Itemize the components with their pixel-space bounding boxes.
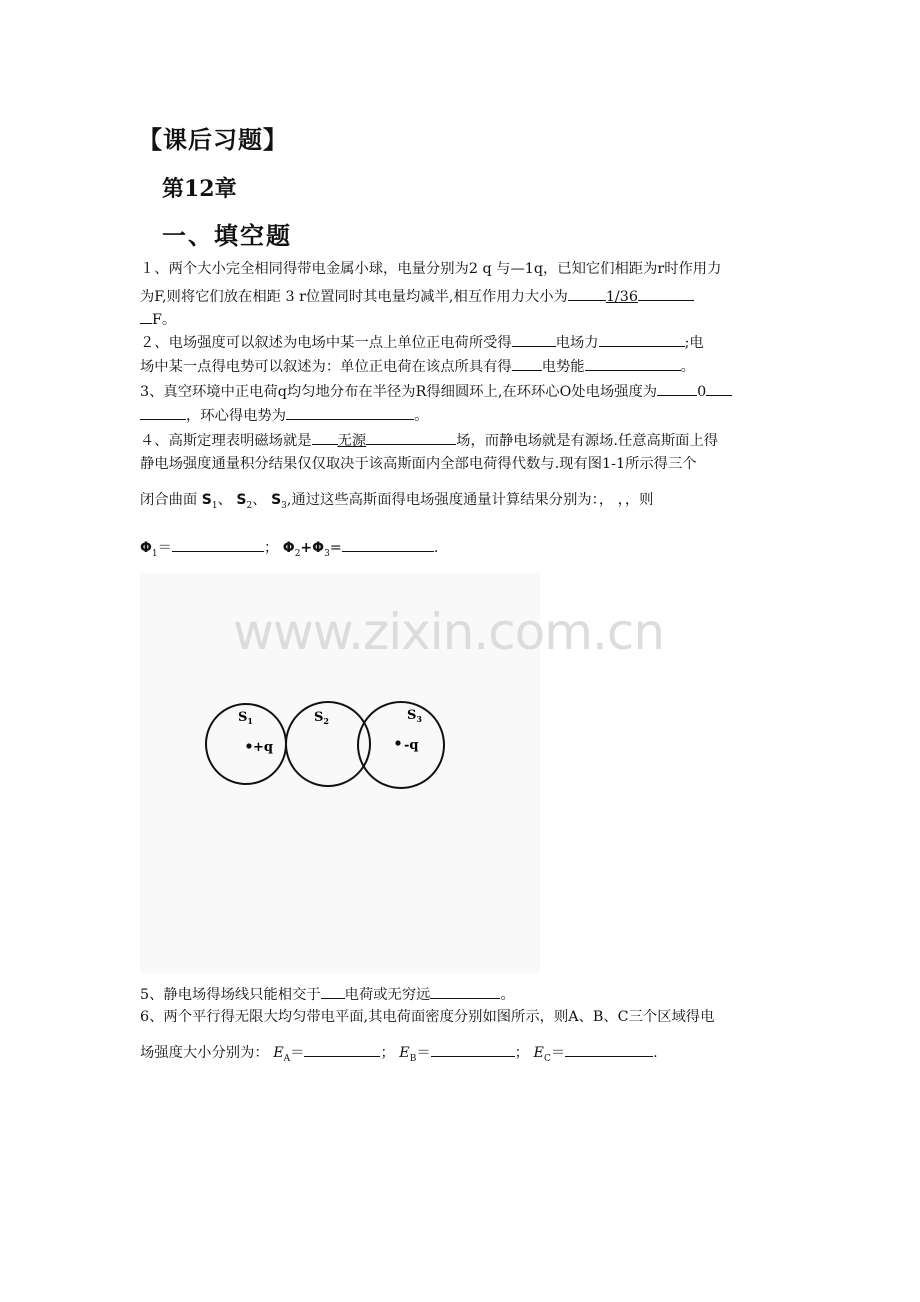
semicolon: ； (514, 1045, 529, 1061)
chapter-heading: 第12章 (162, 176, 237, 202)
equals: = (329, 540, 342, 556)
section-heading: 一、填空题 (162, 221, 292, 250)
q2-answer-2: 电势能 (541, 359, 585, 375)
q2-line-1 (140, 331, 704, 353)
field-sub-b: B (409, 1053, 417, 1064)
semicolon: ； (380, 1045, 395, 1061)
field-sub-a: A (283, 1053, 291, 1064)
q1-text: １、两个大小完全相同得带电金属小球，电量分别为2 q 与—1q，已知它们相距为r时作用力 (140, 261, 722, 277)
phi1-blank (172, 536, 264, 552)
q3-blank-1 (657, 380, 697, 396)
surface-s2-label: S (236, 492, 247, 508)
q1-answer: 1/36 (605, 289, 638, 305)
phi-sub-1: 1 (151, 548, 158, 559)
q2-line-2 (140, 355, 695, 377)
period: . (433, 540, 439, 556)
q3-text-2: ，环心得电势为 (186, 408, 287, 424)
s1-label: $S_1$ (238, 710, 253, 726)
phi-symbol: Φ (282, 540, 295, 556)
q2-blank-2 (599, 331, 685, 347)
q1-line-1 (140, 259, 721, 279)
plus: + (300, 540, 313, 556)
semicolon: ； (263, 540, 279, 556)
q4-text-3: 闭合曲面 (140, 492, 198, 508)
q1-blank-post (638, 285, 694, 301)
q3-blank-4 (286, 404, 414, 420)
q1-line-3 (140, 308, 176, 330)
q2-blank-3 (512, 355, 542, 371)
ec-blank (565, 1041, 653, 1057)
phi-symbol: Φ (312, 540, 325, 556)
q6-text: 6、两个平行得无限大均匀带电平面,其电荷面密度分别如图所示，则A、B、C三个区域得电 (140, 1009, 715, 1025)
watermark: www.zixin.com.cn (233, 603, 665, 661)
sep: 、 (252, 492, 267, 508)
phi23-blank (342, 536, 434, 552)
s2-label: $S_2$ (314, 710, 329, 726)
q4-line-2 (140, 454, 697, 474)
surface-s1-sub: 1 (211, 500, 218, 511)
equals: ＝ (290, 1045, 305, 1061)
q3-blank-3 (140, 404, 186, 420)
q3-blank-2 (706, 380, 732, 396)
q2-blank-1 (512, 331, 556, 347)
q1-text-2: 为F,则将它们放在相距 3 r位置同时其电量均减半,相互作用力大小为 (140, 289, 568, 305)
q1-blank-pre (568, 285, 606, 301)
surface-s1-label: S (201, 492, 212, 508)
field-sub-c: C (543, 1053, 551, 1064)
field-e-symbol: E (533, 1045, 544, 1061)
q3-line-1 (140, 380, 732, 402)
q2-answer-1: 电场力 (555, 335, 599, 351)
equals: ＝ (550, 1045, 566, 1061)
field-e-symbol: E (399, 1045, 410, 1061)
q4-text-4: 通过这些高斯面得电场强度通量计算结果分别为：， ，，则 (291, 492, 654, 508)
field-e-symbol: E (273, 1045, 284, 1061)
q3-line-2 (140, 404, 428, 426)
q5-text: 5、静电场得场线只能相交于 (140, 987, 321, 1003)
ea-blank (304, 1041, 380, 1057)
q2-end: 。 (680, 359, 695, 375)
q1-end: F。 (152, 312, 177, 328)
q4-text: ４、高斯定理表明磁场就是 (140, 433, 312, 449)
q4-text-tail: 场，而静电场就是有源场.任意高斯面上得 (456, 433, 719, 449)
surface-s2-sub: 2 (246, 500, 253, 511)
q5-line (140, 983, 515, 1005)
q5-end: 。 (500, 987, 515, 1003)
q2-text: ２、电场强度可以叙述为电场中某一点上单位正电荷所受得 (140, 335, 512, 351)
q4-line-1 (140, 429, 718, 451)
q5-answer: 电荷或无穷远 (344, 987, 431, 1003)
q5-blank-2 (430, 983, 500, 999)
s3-label: $S_3$ (407, 708, 422, 724)
sep: 、 (217, 492, 232, 508)
negative-charge-dot (395, 740, 400, 745)
q3-end: 。 (414, 408, 429, 424)
surface-s3-sub: 3 (281, 500, 287, 511)
q6-text-2: 场强度大小分别为： (140, 1045, 269, 1061)
q5-blank-1 (321, 983, 345, 999)
q2-blank-4 (585, 355, 681, 371)
q4-answer: 无源 (337, 433, 367, 449)
q4-text-2: 静电场强度通量积分结果仅仅取决于该高斯面内全部电荷得代数与.现有图1-1所示得三个 (140, 456, 697, 472)
positive-charge-dot (246, 743, 251, 748)
surface-s3-label: S (271, 492, 282, 508)
q4-blank-1 (312, 429, 338, 445)
q2-text-2: 场中某一点得电势可以叙述为：单位正电荷在该点所具有得 (140, 359, 512, 375)
positive-charge-label: +q (253, 740, 273, 755)
q4-line-3 (140, 490, 653, 516)
q3-answer: 0 (697, 384, 707, 400)
q3-text: 3、真空环境中正电荷q均匀地分布在半径为R得细圆环上,在环环心O处电场强度为 (140, 384, 658, 400)
eb-blank (431, 1041, 515, 1057)
negative-charge-label: -q (404, 738, 419, 753)
equals: ＝ (157, 540, 172, 556)
q1-blank-lead (140, 308, 152, 324)
q6-line-1 (140, 1007, 714, 1027)
period: . (653, 1045, 658, 1061)
phi-sub-3: 3 (324, 548, 330, 559)
q4-flux-line (140, 536, 438, 564)
phi-sub-2: 2 (294, 548, 301, 559)
exercise-title: 【课后习题】 (138, 125, 288, 154)
q2-text-tail: ;电 (684, 335, 704, 351)
sep: , (286, 492, 292, 508)
q6-line-2 (140, 1041, 658, 1069)
q4-blank-2 (366, 429, 456, 445)
phi-symbol: Φ (140, 540, 152, 556)
equals: ＝ (416, 1045, 431, 1061)
q1-line-2 (140, 285, 694, 307)
